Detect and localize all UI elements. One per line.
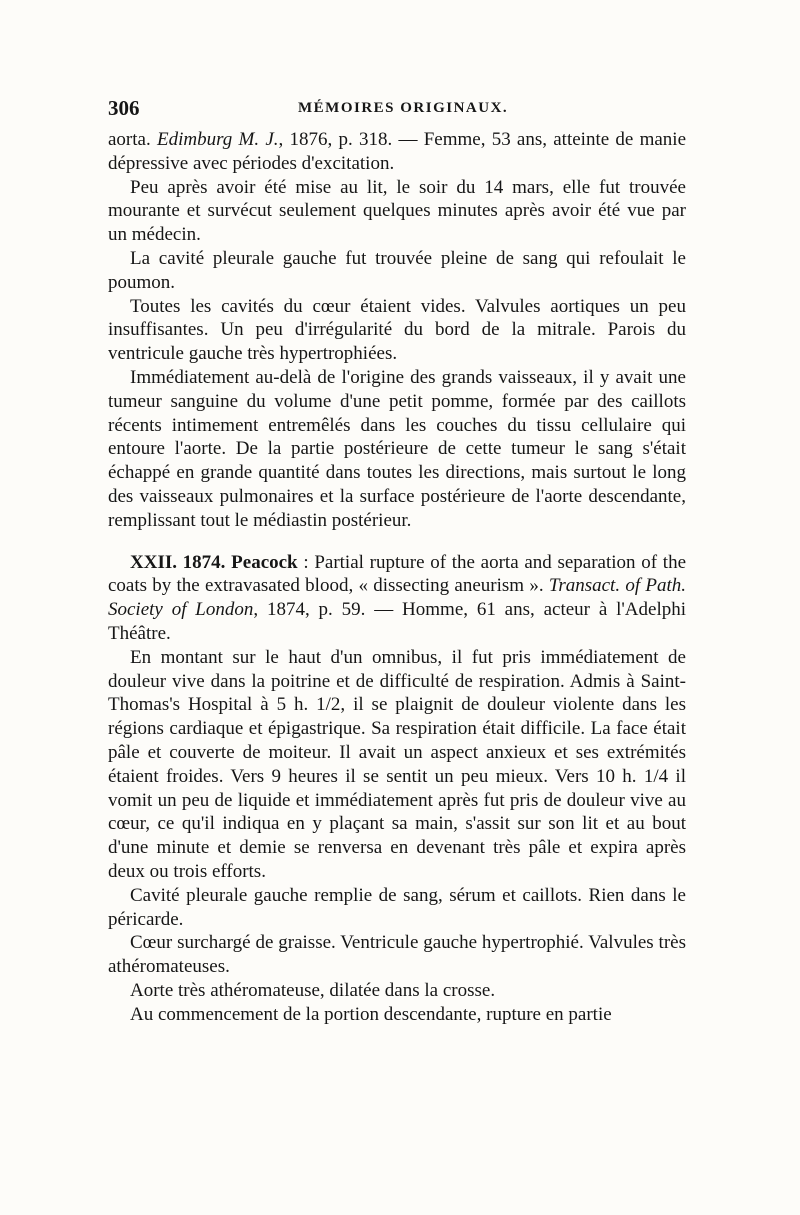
text-run: Toutes les cavités du cœur étaient vides. Valvules aortiques un peu insuffisantes. Un peu d'irrégularité du bord de la mitrale. Parois du ventricule gauche très hypertrophiées. (108, 295, 686, 365)
journal-citation: Edimburg M. J. (156, 129, 279, 150)
text-run: Au commencement de la portion descendante, rupture en partie (130, 1003, 612, 1025)
paragraph-4 (108, 295, 686, 366)
body-text (108, 128, 686, 1026)
page-header (108, 96, 688, 128)
text-run: Peu après avoir été mise au lit, le soir du 14 mars, elle fut trouvée mourante et survécut seulement quelques minutes après avoir été vue par un médecin. (108, 176, 686, 246)
text-run: , 1876, p. 318. — Femme, 53 ans, atteinte de manie dépressive avec périodes d'excitation. (108, 129, 686, 174)
case-number: XXII. 1874. (130, 551, 232, 573)
paragraph-8 (108, 884, 686, 932)
text-run: aorta. (108, 129, 157, 150)
running-title: MÉMOIRES ORIGINAUX. (298, 100, 509, 116)
paragraph-10 (108, 979, 686, 1003)
paragraph-1 (108, 128, 686, 176)
text-run: Immédiatement au-delà de l'origine des grands vaisseaux, il y avait une tumeur sanguine du volume d'une petit pomme, formée par des caillots récents intimement entremêlés dans les couches du tissu cellulaire qui entoure l'aorte. De la partie postérieure de cette tumeur le sang s'était échappé en grande quantité dans toutes les directions, mais surtout le long des vaisseaux pulmonaires et la surface postérieure de l'aorte descendante, remplissant tout le médiastin postérieur. (108, 366, 686, 531)
text-run: : Partial rupture of the aorta and separation of the coats by the extravasated blood, « dissecting aneurism ». (108, 551, 687, 597)
paragraph-11 (108, 1003, 686, 1027)
paragraph-9 (108, 931, 686, 979)
text-run: Cavité pleurale gauche remplie de sang, sérum et caillots. Rien dans le péricarde. (108, 884, 686, 930)
paragraph-3 (108, 247, 686, 295)
text-run: Cœur surchargé de graisse. Ventricule gauche hypertrophié. Valvules très athéromateuses. (108, 932, 686, 978)
paragraph-5 (108, 366, 686, 533)
text-run: La cavité pleurale gauche fut trouvée pleine de sang qui refoulait le poumon. (108, 247, 686, 293)
paragraph-2 (108, 176, 686, 247)
page-number: 306 (108, 96, 140, 120)
journal-citation: Transact. of Path. Society of London (108, 575, 686, 621)
text-run: En montant sur le haut d'un omnibus, il fut pris immédiatement de douleur vive dans la poitrine et de difficulté de respiration. Admis à Saint-Thomas's Hospital à 5 h. 1/2, il se plaignit de douleur violente dans les régions cardiaque et épigastrique. Sa respiration était difficile. La face était pâle et couverte de moiteur. Il avait un aspect anxieux et ses extrémités étaient froides. Vers 9 heures il se sentit un peu mieux. Vers 10 h. 1/4 il vomit un peu de liquide et immédiatement après fut pris de douleur vive au cœur, ce qu'il indiqua en y plaçant sa main, s'assit sur son lit et au bout d'une minute et demie se renversa en devenant très pâle et expira après deux ou trois efforts. (108, 646, 686, 882)
text-run: Aorte très athéromateuse, dilatée dans la crosse. (130, 979, 496, 1001)
case-heading-paragraph (108, 551, 686, 646)
case-author: Peacock (231, 551, 298, 573)
paragraph-7 (108, 646, 686, 884)
text-run: , 1874, p. 59. — Homme, 61 ans, acteur à l'Adelphi Théâtre. (108, 599, 686, 644)
